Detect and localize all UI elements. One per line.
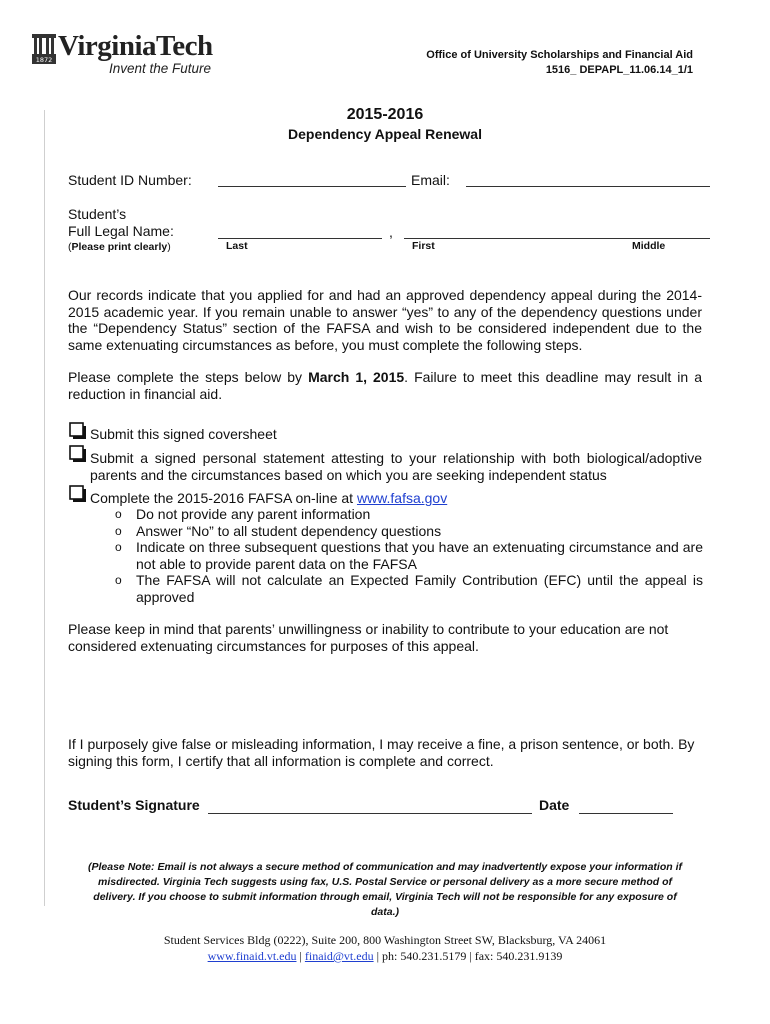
bullet-marker: o (115, 573, 122, 587)
office-header (426, 48, 693, 78)
office-name: Office of University Scholarships and Financial Aid (426, 49, 693, 61)
fafsa-subitem: o Do not provide any parent information (115, 506, 371, 522)
name-label-line1: Student’s (68, 206, 127, 222)
email-link[interactable]: finaid@vt.edu (304, 949, 374, 963)
middle-name-caption: Middle (632, 240, 666, 252)
checkbox-icon[interactable] (69, 485, 83, 499)
footer-address: Student Services Bldg (0222), Suite 200, 800 Washington Street SW, Blacksburg, VA 24061 (163, 933, 607, 947)
fafsa-subitem: o Indicate on three subsequent questions that you have an extenuating circumstance and are not able to provide parent data on the FAFSA (115, 539, 703, 572)
checklist-item-fafsa: Complete the 2015-2016 FAFSA on-line at www.fafsa.gov (90, 490, 448, 506)
fafsa-link[interactable]: www.fafsa.gov (356, 490, 448, 506)
first-middle-name-field[interactable] (404, 238, 710, 239)
date-field[interactable] (579, 813, 673, 814)
certification-paragraph: If I purposely give false or misleading information, I may receive a fine, a prison sentence, or both. By signing this form, I certify that all information is complete and correct. (68, 736, 695, 769)
security-note: (Please Note: Email is not always a secure method of communication and may inadvertently expose your information if misdirected. Virginia Tech suggests using fax, U.S. Postal Service or personal delivery as a more secure method of delivery. If you choose to submit information through email, Virginia Tech will not be responsible for any exposure of data.) (88, 861, 682, 918)
signature-label: Student’s Signature (68, 797, 200, 813)
footer (0, 932, 770, 964)
name-label-line2: Full Legal Name: (68, 223, 174, 239)
fafsa-subitem: o The FAFSA will not calculate an Expected Family Contribution (EFC) until the appeal is approved (115, 572, 703, 605)
first-name-caption: First (412, 240, 435, 252)
fafsa-subitem: o Answer “No” to all student dependency questions (115, 523, 442, 539)
checklist-item-personal-statement: Submit a signed personal statement attesting to your relationship with both biological/adoptive parents and the circumstances based on which you are seeking independent status (90, 450, 702, 483)
date-label: Date (539, 797, 570, 813)
intro-paragraph: Our records indicate that you applied for and had an approved dependency appeal during the 2014-2015 academic year. If you remain unable to answer “yes” to any of the dependency questions under the “Dependency Status” section of the FAFSA and wish to be considered independent due to the same extenuating circumstances as before, you must complete the following steps. (68, 287, 702, 353)
footer-contact: www.finaid.vt.edu | finaid@vt.edu | ph: 540.231.5179 | fax: 540.231.9139 (207, 949, 563, 963)
logo-tagline: Invent the Future (109, 61, 212, 76)
checklist-item-coversheet: Submit this signed coversheet (90, 426, 277, 442)
parents-paragraph: Please keep in mind that parents’ unwillingness or inability to contribute to your education are not considered extenuating circumstances for purposes of this appeal. (68, 621, 669, 654)
website-link[interactable]: www.finaid.vt.edu (207, 949, 297, 963)
form-year: 2015-2016 (346, 106, 424, 123)
form-code: 1516_ DEPAPL_11.06.14_1/1 (545, 64, 693, 76)
checkbox-icon[interactable] (69, 445, 83, 459)
bullet-marker: o (115, 540, 122, 554)
student-id-field[interactable] (218, 186, 406, 187)
svg-text:1872: 1872 (35, 56, 53, 64)
last-name-field[interactable] (218, 238, 382, 239)
form-title: Dependency Appeal Renewal (288, 126, 482, 142)
checkbox-icon[interactable] (69, 422, 83, 436)
print-clearly-note: (Please print clearly) (68, 241, 171, 253)
email-label: Email: (411, 172, 450, 188)
left-margin-rule (44, 110, 45, 906)
name-comma: , (389, 224, 393, 240)
deadline-date: March 1, 2015 (308, 369, 405, 385)
bullet-marker: o (115, 507, 122, 521)
student-id-label: Student ID Number: (68, 172, 192, 188)
signature-field[interactable] (208, 813, 532, 814)
deadline-paragraph: Please complete the steps below by March 1, 2015. Failure to meet this deadline may result in a reduction in financial aid. (68, 369, 702, 402)
university-seal-icon (32, 34, 56, 64)
last-name-caption: Last (226, 240, 248, 252)
email-field[interactable] (466, 186, 710, 187)
logo-wordmark: VirginiaTech (58, 30, 213, 62)
bullet-marker: o (115, 524, 122, 538)
